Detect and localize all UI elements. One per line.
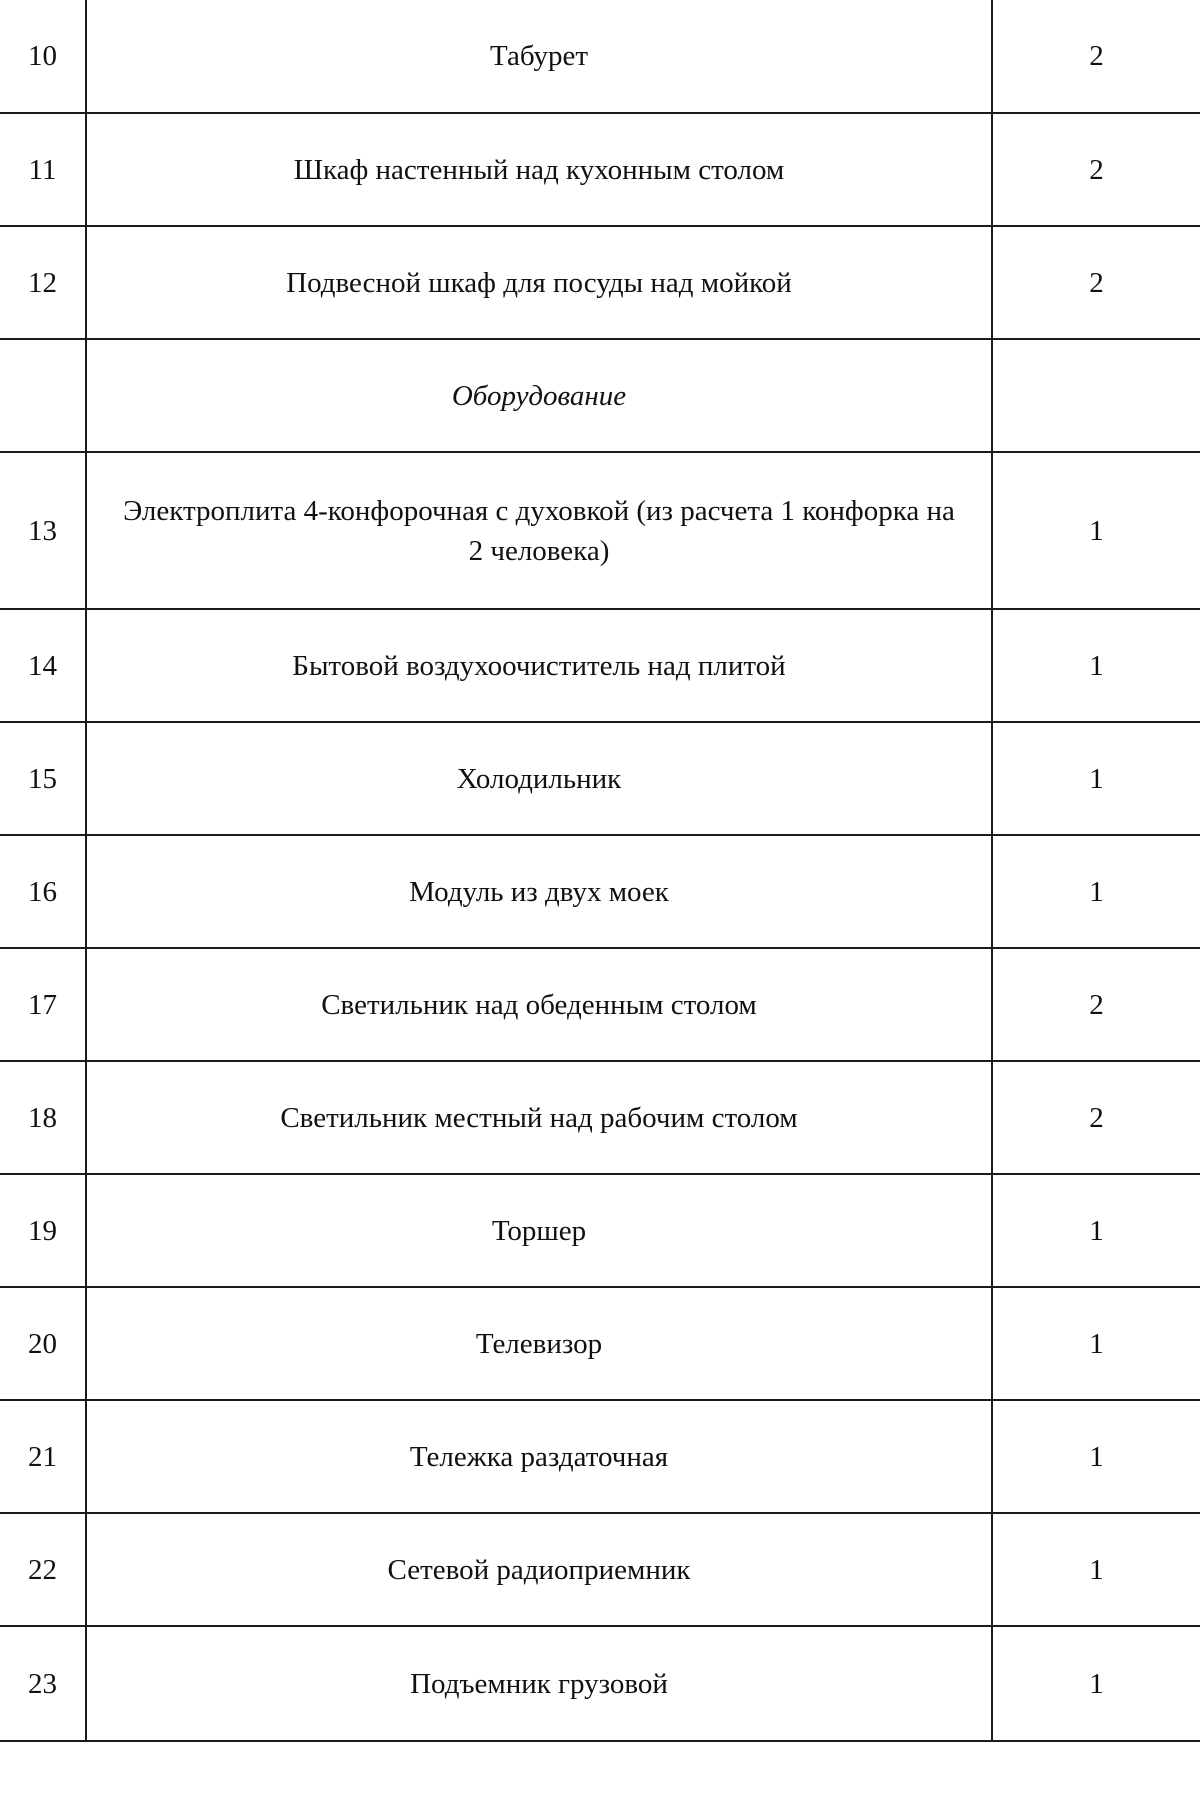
table-row bbox=[0, 452, 1200, 609]
item-name: Шкаф настенный над кухонным столом bbox=[86, 113, 992, 226]
item-quantity: 2 bbox=[992, 948, 1200, 1061]
item-quantity: 1 bbox=[992, 835, 1200, 948]
item-quantity: 1 bbox=[992, 609, 1200, 722]
row-number: 19 bbox=[0, 1174, 86, 1287]
row-number: 22 bbox=[0, 1513, 86, 1626]
row-number: 11 bbox=[0, 113, 86, 226]
item-quantity: 2 bbox=[992, 113, 1200, 226]
item-quantity: 1 bbox=[992, 1287, 1200, 1400]
item-name: Подъемник грузовой bbox=[86, 1626, 992, 1741]
table-row bbox=[0, 609, 1200, 722]
item-name: Подвесной шкаф для посуды над мойкой bbox=[86, 226, 992, 339]
table-row bbox=[0, 1287, 1200, 1400]
item-name: Тележка раздаточная bbox=[86, 1400, 992, 1513]
item-name: Бытовой воздухоочиститель над плитой bbox=[86, 609, 992, 722]
row-number: 21 bbox=[0, 1400, 86, 1513]
row-number bbox=[0, 339, 86, 452]
item-quantity: 1 bbox=[992, 1626, 1200, 1741]
row-number: 10 bbox=[0, 0, 86, 113]
row-number: 17 bbox=[0, 948, 86, 1061]
item-quantity: 2 bbox=[992, 0, 1200, 113]
item-name: Светильник над обеденным столом bbox=[86, 948, 992, 1061]
table-row bbox=[0, 1061, 1200, 1174]
table-row bbox=[0, 1626, 1200, 1741]
item-name: Холодильник bbox=[86, 722, 992, 835]
item-name: Сетевой радиоприемник bbox=[86, 1513, 992, 1626]
table-row bbox=[0, 722, 1200, 835]
item-quantity: 2 bbox=[992, 226, 1200, 339]
table-row bbox=[0, 0, 1200, 113]
row-number: 23 bbox=[0, 1626, 86, 1741]
item-name: Электроплита 4-конфорочная с духовкой (из расчета 1 конфорка на 2 человека) bbox=[86, 452, 992, 609]
section-title: Оборудование bbox=[86, 339, 992, 452]
item-quantity bbox=[992, 339, 1200, 452]
item-name: Модуль из двух моек bbox=[86, 835, 992, 948]
table-row bbox=[0, 113, 1200, 226]
row-number: 14 bbox=[0, 609, 86, 722]
item-name: Табурет bbox=[86, 0, 992, 113]
item-quantity: 1 bbox=[992, 1174, 1200, 1287]
item-name: Торшер bbox=[86, 1174, 992, 1287]
item-name: Телевизор bbox=[86, 1287, 992, 1400]
table-row bbox=[0, 1400, 1200, 1513]
item-quantity: 2 bbox=[992, 1061, 1200, 1174]
row-number: 18 bbox=[0, 1061, 86, 1174]
item-quantity: 1 bbox=[992, 1513, 1200, 1626]
row-number: 13 bbox=[0, 452, 86, 609]
row-number: 16 bbox=[0, 835, 86, 948]
section-header-row bbox=[0, 339, 1200, 452]
table-row bbox=[0, 226, 1200, 339]
row-number: 15 bbox=[0, 722, 86, 835]
item-quantity: 1 bbox=[992, 1400, 1200, 1513]
table-row bbox=[0, 1513, 1200, 1626]
row-number: 20 bbox=[0, 1287, 86, 1400]
table-row bbox=[0, 948, 1200, 1061]
table-row bbox=[0, 835, 1200, 948]
item-name: Светильник местный над рабочим столом bbox=[86, 1061, 992, 1174]
row-number: 12 bbox=[0, 226, 86, 339]
table-row bbox=[0, 1174, 1200, 1287]
item-quantity: 1 bbox=[992, 722, 1200, 835]
item-quantity: 1 bbox=[992, 452, 1200, 609]
